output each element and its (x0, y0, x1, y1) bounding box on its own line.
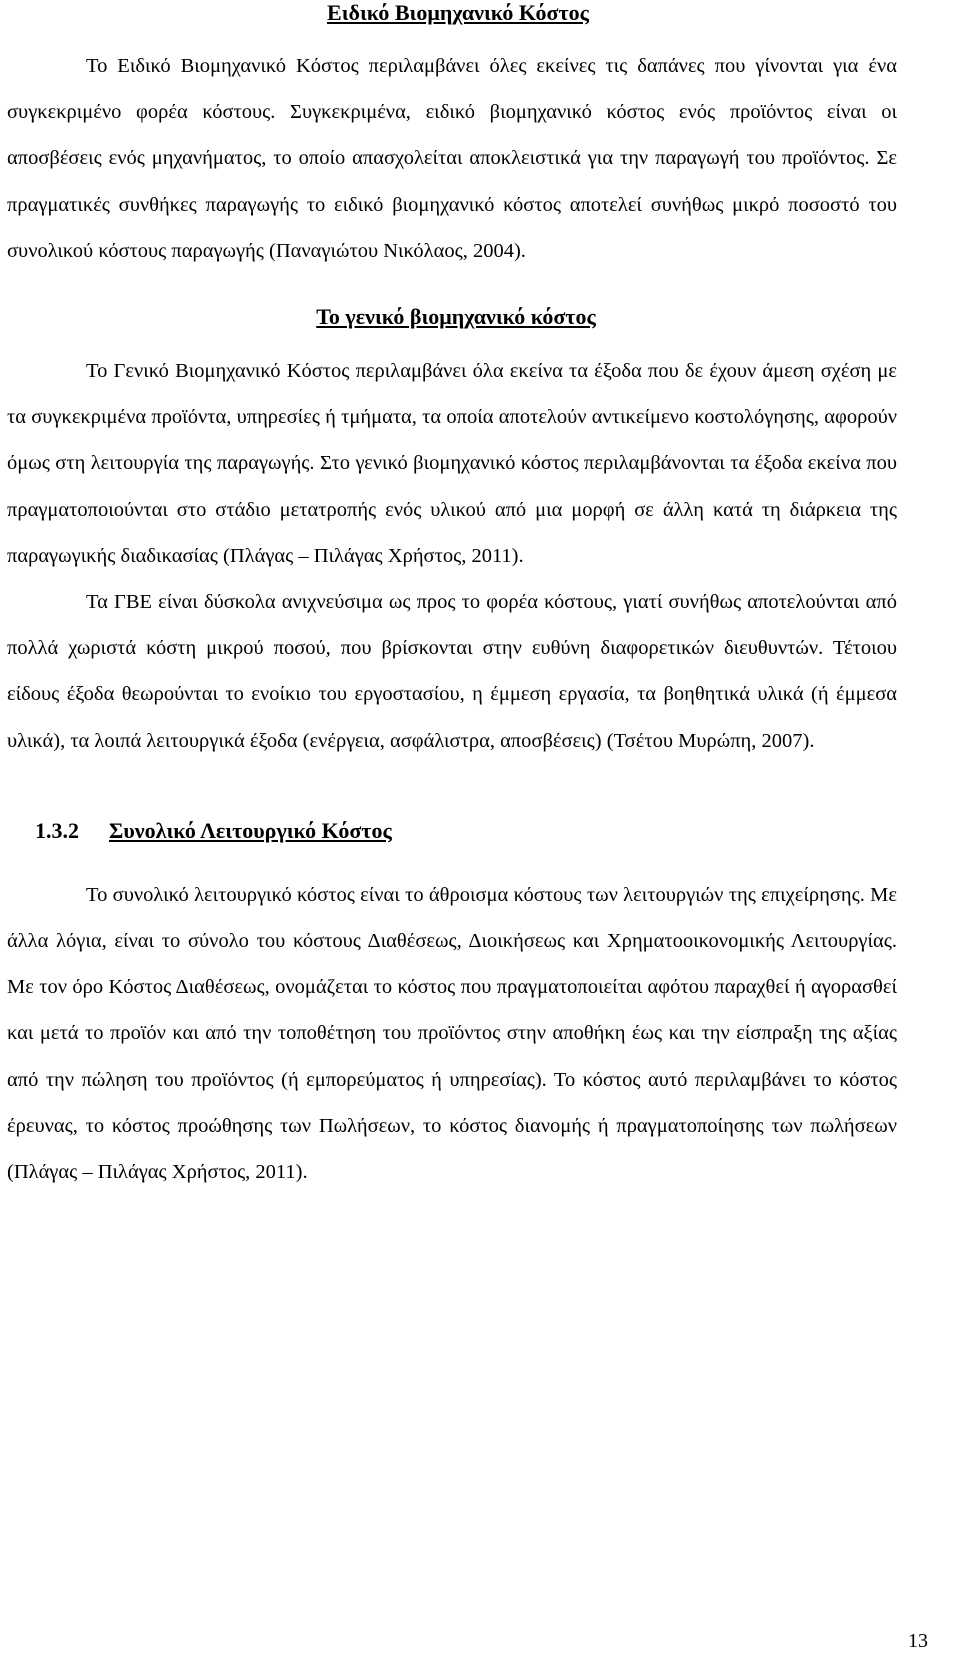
general-cost-paragraph-2: Τα ΓΒΕ είναι δύσκολα ανιχνεύσιμα ως προς το φορέα κόστους, γιατί συνήθως αποτελούνται από πολλά χωριστά κόστη μικρού ποσού, που βρίσκονται στην ευθύνη διαφορετικών διευθυντών. Τέτοιου είδους έξοδα θεωρούνται το ενοίκιο του εργοστασίου, η έμμεση εργασία, τα βοηθητικά υλικά (ή έμμεσα υλικά), τα λοιπά λειτουργικά έξοδα (ενέργεια, ασφάλιστρα, αποσβέσεις) (Τσέτου Μυρώπη, 2007). (7, 591, 897, 752)
total-cost-paragraph: Το συνολικό λειτουργικό κόστος είναι το άθροισμα κόστους των λειτουργιών της επιχείρησης. Με άλλα λόγια, είναι το σύνολο του κόστους Διαθέσεως, Διοικήσεως και Χρηματοοικονομικής Λειτουργίας. Με τον όρο Κόστος Διαθέσεως, ονομάζεται το κόστος που πραγματοποιείται αφότου παραχθεί ή αγορασθεί και μετά το προϊόν και από την τοποθέτηση του προϊόντος στην αποθήκη έως και την είσπραξη της αξίας από την πώληση του προϊόντος (ή εμπορεύματος ή υπηρεσίας). Το κόστος αυτό περιλαμβάνει το κόστος έρευνας, το κόστος προώθησης των Πωλήσεων, το κόστος διανομής ή πραγματοποίησης των πωλήσεων (Πλάγας – Πιλάγας Χρήστος, 2011). (7, 883, 897, 1184)
general-cost-paragraph-1: Το Γενικό Βιομηχανικό Κόστος περιλαμβάνει όλα εκείνα τα έξοδα που δε έχουν άμεση σχέση με τα συγκεκριμένα προϊόντα, υπηρεσίες ή τμήματα, τα οποία αποτελούν αντικείμενο κοστολόγησης, αφορούν όμως στη λειτουργία της παραγωγής. Στο γενικό βιομηχανικό κόστος περιλαμβάνονται τα έξοδα εκείνα που πραγματοποιούνται στο στάδιο μετατροπής ενός υλικού από μια μορφή σε άλλη κατά τη διάρκεια της παραγωγικής διαδικασίας (Πλάγας – Πιλάγας Χρήστος, 2011). (7, 360, 897, 567)
section-number: 1.3.2 (35, 817, 79, 843)
document-page (7, 0, 897, 1195)
section-title: Συνολικό Λειτουργικό Κόστος (109, 817, 392, 843)
specific-cost-heading: Ειδικό Βιομηχανικό Κόστος (327, 0, 589, 25)
general-cost-heading: Το γενικό βιομηχανικό κόστος (316, 304, 596, 330)
page-number: 13 (908, 1630, 928, 1652)
specific-cost-paragraph: Το Ειδικό Βιομηχανικό Κόστος περιλαμβάνει όλες εκείνες τις δαπάνες που γίνονται για ένα συγκεκριμένο φορέα κόστους. Συγκεκριμένα, ειδικό βιομηχανικό κόστος ενός προϊόντος είναι οι αποσβέσεις ενός μηχανήματος, το οποίο απασχολείται αποκλειστικά για την παραγωγή του προϊόντος. Σε πραγματικές συνθήκες παραγωγής το ειδικό βιομηχανικό κόστος αποτελεί συνήθως μικρό ποσοστό του συνολικού κόστους παραγωγής (Παναγιώτου Νικόλαος, 2004). (7, 55, 897, 262)
section-heading (7, 816, 897, 846)
